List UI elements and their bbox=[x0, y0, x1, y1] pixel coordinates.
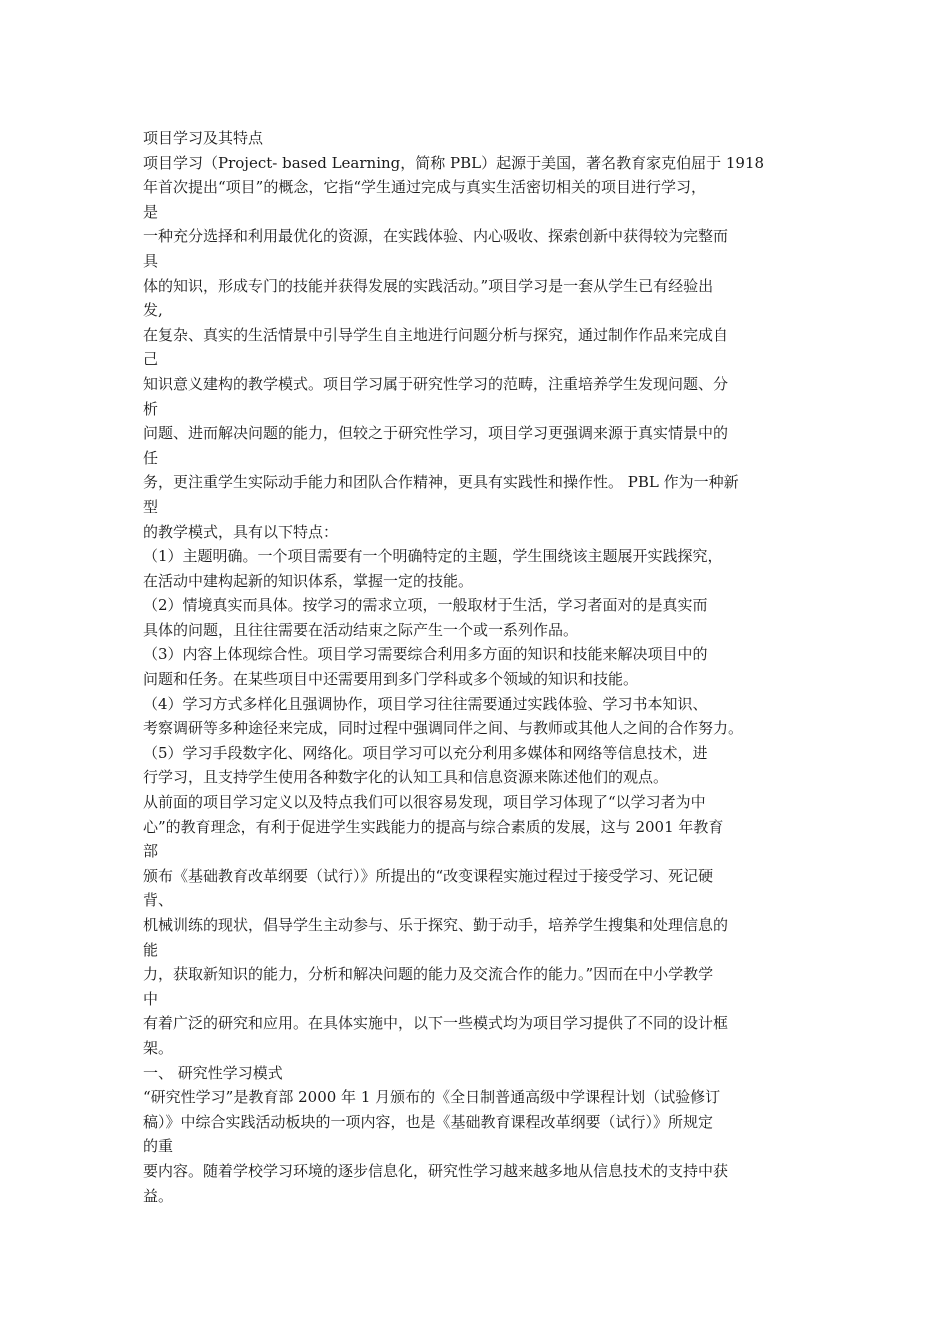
text-line: “研究性学习”是教育部 2000 年 1 月颁布的《全日制普通高级中学课程计划（试验修订 bbox=[143, 1088, 721, 1107]
document-title: 项目学习及其特点 bbox=[143, 129, 264, 147]
list-item-1: （1）主题明确。一个项目需要有一个明确特定的主题，学生围绕该主题展开实践探究， bbox=[143, 547, 723, 566]
text-line: 型 bbox=[143, 497, 159, 516]
text-line: 是 bbox=[143, 202, 159, 221]
text-line: 析 bbox=[143, 399, 159, 418]
list-item-2: （2）情境真实而具体。按学习的需求立项，一般取材于生活，学习者面对的是真实而 bbox=[143, 596, 708, 615]
list-item-5: （5）学习手段数字化、网络化。项目学习可以充分利用多媒体和网络等信息技术，进 bbox=[143, 743, 708, 762]
text-line: 己 bbox=[143, 350, 159, 369]
text-line: 年首次提出“项目”的概念，它指“学生通过完成与真实生活密切相关的项目进行学习， bbox=[143, 178, 707, 197]
text-line: 机械训练的现状，倡导学生主动参与、乐于探究、勤于动手，培养学生搜集和处理信息的 bbox=[143, 916, 729, 934]
text-line: 在复杂、真实的生活情景中引导学生自主地进行问题分析与探究，通过制作作品来完成自 bbox=[143, 325, 729, 344]
text-line: 力，获取新知识的能力，分析和解决问题的能力及交流合作的能力。”因而在中小学教学 bbox=[143, 965, 714, 984]
section-heading: 一、 研究性学习模式 bbox=[143, 1063, 283, 1082]
text-line: 体的知识，形成专门的技能并获得发展的实践活动。”项目学习是一套从学生已有经验出 bbox=[143, 276, 714, 295]
text-line: 一种充分选择和利用最优化的资源，在实践体验、内心吸收、探索创新中获得较为完整而 bbox=[143, 227, 729, 246]
text-line: 项目学习（Project- based Learning，简称 PBL）起源于美国，著名教育家克伯屈于 1918 bbox=[143, 153, 765, 172]
text-line: 中 bbox=[143, 989, 159, 1008]
text-line: 背、 bbox=[143, 891, 174, 910]
text-line: 务，更注重学生实际动手能力和团队合作精神，更具有实践性和操作性。 PBL 作为一种新 bbox=[143, 473, 739, 492]
text-line: 有着广泛的研究和应用。在具体实施中，以下一些模式均为项目学习提供了不同的设计框 bbox=[143, 1014, 729, 1033]
text-line: 部 bbox=[143, 842, 159, 861]
text-line: 在活动中建构起新的知识体系，掌握一定的技能。 bbox=[143, 571, 474, 590]
text-line: 问题、进而解决问题的能力，但较之于研究性学习，项目学习更强调来源于真实情景中的 bbox=[143, 424, 729, 443]
text-line: 知识意义建构的教学模式。项目学习属于研究性学习的范畴，注重培养学生发现问题、分 bbox=[143, 374, 729, 393]
text-line: 发, bbox=[143, 301, 163, 320]
text-line: 架。 bbox=[143, 1038, 174, 1057]
text-line: 行学习，且支持学生使用各种数字化的认知工具和信息资源来陈述他们的观点。 bbox=[143, 768, 669, 787]
text-line: 益。 bbox=[143, 1186, 174, 1205]
text-line: 从前面的项目学习定义以及特点我们可以很容易发现，项目学习体现了“以学习者为中 bbox=[143, 793, 706, 812]
text-line: 的重 bbox=[143, 1137, 174, 1156]
text-line: 能 bbox=[143, 940, 159, 959]
text-line: 具 bbox=[143, 251, 159, 270]
list-item-4: （4）学习方式多样化且强调协作，项目学习往往需要通过实践体验、学习书本知识、 bbox=[143, 694, 708, 713]
text-line: 心”的教育理念，有利于促进学生实践能力的提高与综合素质的发展，这与 2001 年教育 bbox=[143, 817, 724, 836]
text-line: 问题和任务。在某些项目中还需要用到多门学科或多个领域的知识和技能。 bbox=[143, 670, 639, 689]
text-line: 要内容。随着学校学习环境的逐步信息化，研究性学习越来越多地从信息技术的支持中获 bbox=[143, 1161, 729, 1180]
text-line: 任 bbox=[143, 448, 159, 467]
text-line: 考察调研等多种途径来完成，同时过程中强调同伴之间、与教师或其他人之间的合作努力。 bbox=[143, 719, 744, 738]
text-line: 具体的问题，且往往需要在活动结束之际产生一个或一系列作品。 bbox=[143, 620, 579, 639]
text-line: 稿）》中综合实践活动板块的一项内容，也是《基础教育课程改革纲要（试行）》所规定 bbox=[143, 1112, 714, 1131]
list-item-3: （3）内容上体现综合性。项目学习需要综合利用多方面的知识和技能来解决项目中的 bbox=[143, 645, 708, 664]
document-body bbox=[143, 126, 815, 1208]
text-line: 的教学模式，具有以下特点： bbox=[143, 522, 339, 541]
text-line: 颁布《基础教育改革纲要（试行）》所提出的“改变课程实施过程过于接受学习、死记硬 bbox=[143, 866, 714, 885]
